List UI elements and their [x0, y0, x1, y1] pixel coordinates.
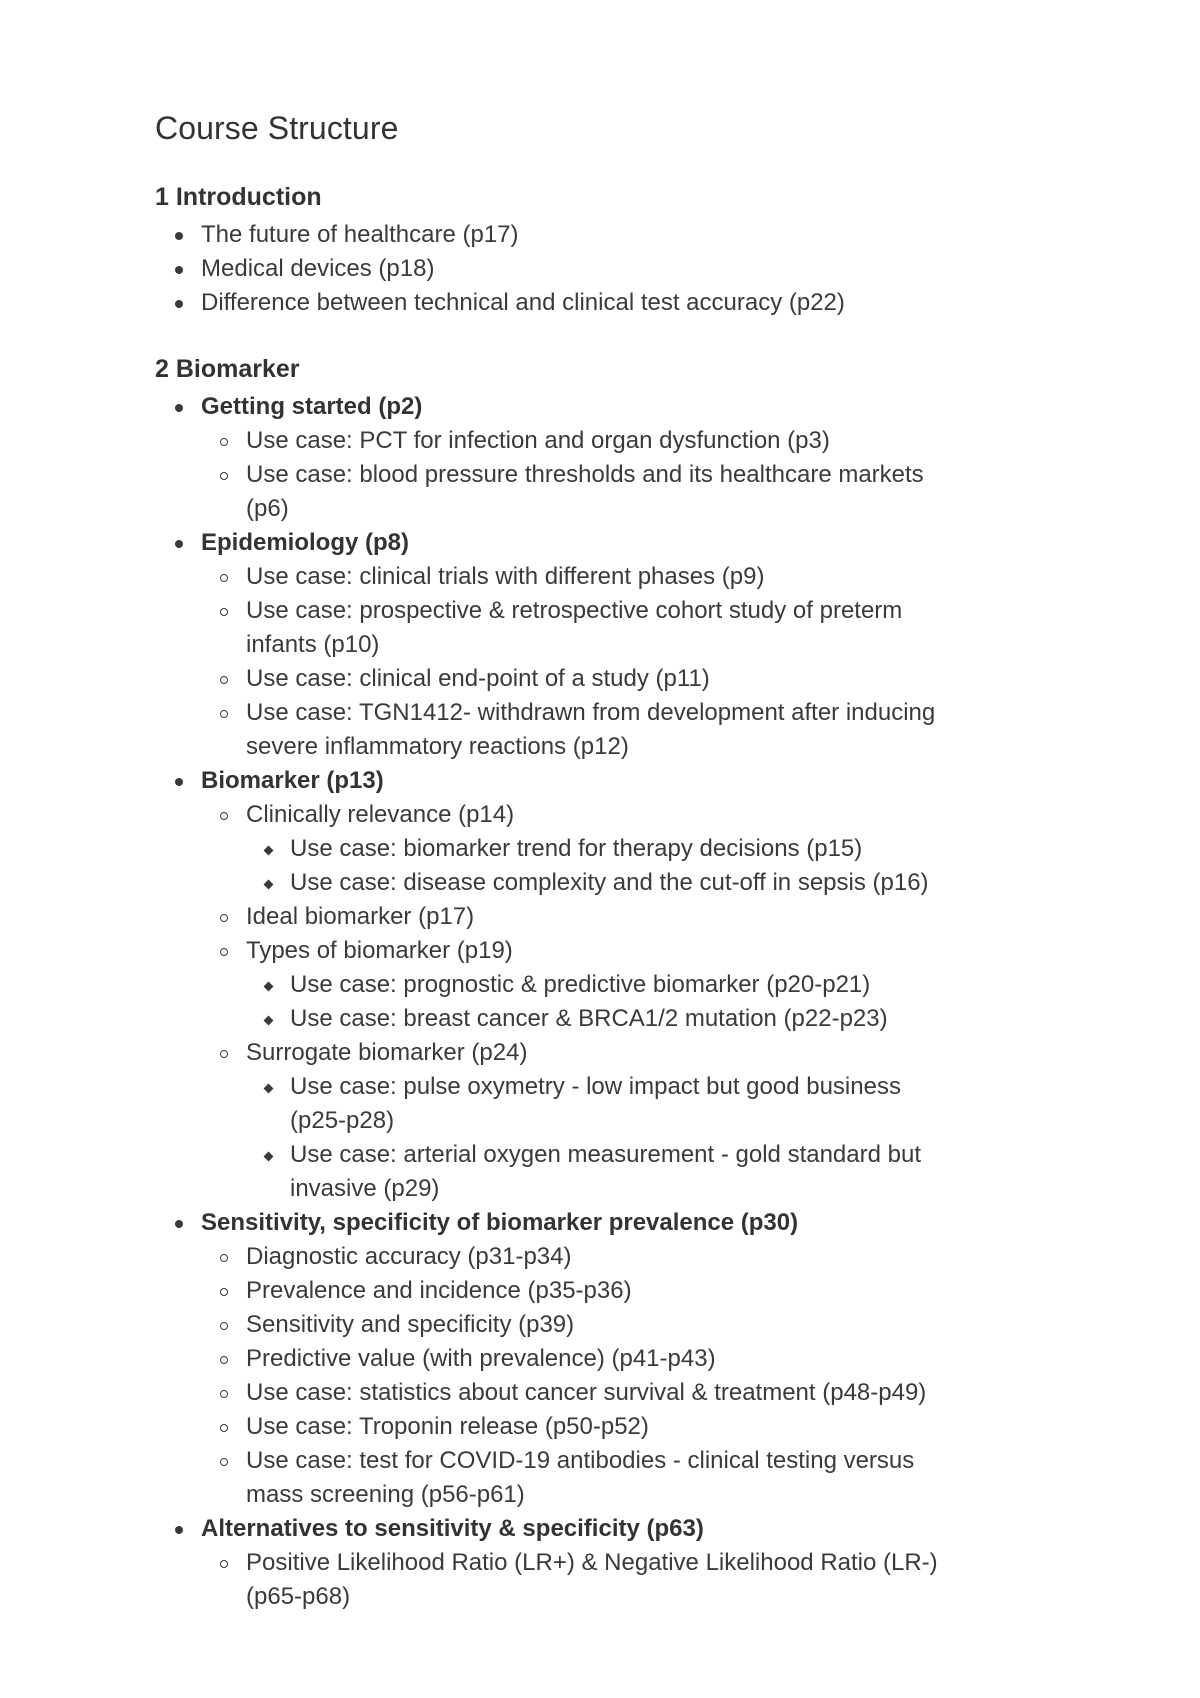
bullet-diamond-icon [264, 982, 274, 992]
bullet-circle-icon [220, 710, 228, 718]
group-heading-sensitivity: Sensitivity, specificity of biomarker prevalence (p30) [201, 1209, 799, 1236]
bullet-circle-icon [220, 812, 228, 820]
bullet-circle-icon [220, 608, 228, 616]
list-item: Positive Likelihood Ratio (LR+) & Negative Likelihood Ratio (LR-) [246, 1549, 938, 1576]
list-item: Use case: blood pressure thresholds and its healthcare markets [246, 461, 924, 488]
bullet-circle-icon [220, 1050, 228, 1058]
bullet-circle-icon [220, 1356, 228, 1364]
bullet-circle-icon [220, 1254, 228, 1262]
bullet-circle-icon [220, 574, 228, 582]
list-item-continuation: mass screening (p56-p61) [246, 1481, 525, 1508]
bullet-dot-icon [175, 266, 183, 274]
list-item: Use case: clinical end-point of a study (p11) [246, 665, 710, 692]
group-heading-biomarker: Biomarker (p13) [201, 767, 384, 794]
bullet-dot-icon [175, 300, 183, 308]
list-item: Use case: statistics about cancer survival & treatment (p48-p49) [246, 1379, 927, 1406]
bullet-dot-icon [175, 1220, 183, 1228]
bullet-diamond-icon [264, 880, 274, 890]
list-subitem: Use case: disease complexity and the cut-off in sepsis (p16) [290, 869, 929, 896]
list-item: Types of biomarker (p19) [246, 937, 513, 964]
list-item-continuation: (p6) [246, 495, 289, 522]
list-item: Use case: TGN1412- withdrawn from development after inducing [246, 699, 936, 726]
section-heading-biomarker: 2 Biomarker [155, 355, 300, 383]
section-heading-introduction: 1 Introduction [155, 183, 322, 211]
list-item: Clinically relevance (p14) [246, 801, 515, 828]
list-subitem: Use case: pulse oxymetry - low impact but good business [290, 1073, 901, 1100]
bullet-circle-icon [220, 1458, 228, 1466]
list-item: Use case: prospective & retrospective cohort study of preterm [246, 597, 903, 624]
list-item-continuation: infants (p10) [246, 631, 380, 658]
list-subitem: Use case: biomarker trend for therapy decisions (p15) [290, 835, 863, 862]
list-item: Use case: Troponin release (p50-p52) [246, 1413, 649, 1440]
list-item: Diagnostic accuracy (p31-p34) [246, 1243, 572, 1270]
list-subitem-continuation: (p25-p28) [290, 1107, 395, 1134]
bullet-circle-icon [220, 472, 228, 480]
bullet-circle-icon [220, 676, 228, 684]
list-item: Use case: PCT for infection and organ dysfunction (p3) [246, 427, 830, 454]
bullet-circle-icon [220, 1288, 228, 1296]
group-heading-alternatives: Alternatives to sensitivity & specificity (p63) [201, 1515, 704, 1542]
bullet-dot-icon [175, 778, 183, 786]
list-item: Difference between technical and clinical test accuracy (p22) [201, 289, 845, 316]
list-item: Use case: test for COVID-19 antibodies - clinical testing versus [246, 1447, 915, 1474]
bullet-dot-icon [175, 1526, 183, 1534]
bullet-circle-icon [220, 948, 228, 956]
bullet-diamond-icon [264, 1016, 274, 1026]
bullet-diamond-icon [264, 1084, 274, 1094]
bullet-circle-icon [220, 1424, 228, 1432]
list-subitem: Use case: arterial oxygen measurement - gold standard but [290, 1141, 921, 1168]
list-item: Ideal biomarker (p17) [246, 903, 475, 930]
list-item: Sensitivity and specificity (p39) [246, 1311, 575, 1338]
list-subitem: Use case: breast cancer & BRCA1/2 mutation (p22-p23) [290, 1005, 888, 1032]
bullet-diamond-icon [264, 1152, 274, 1162]
bullet-circle-icon [220, 1390, 228, 1398]
group-heading-epidemiology: Epidemiology (p8) [201, 529, 410, 556]
list-item: The future of healthcare (p17) [201, 221, 519, 248]
page-title: Course Structure [155, 110, 399, 146]
bullet-dot-icon [175, 232, 183, 240]
bullet-circle-icon [220, 1322, 228, 1330]
bullet-diamond-icon [264, 846, 274, 856]
group-heading-getting-started: Getting started (p2) [201, 393, 423, 420]
list-subitem-continuation: invasive (p29) [290, 1175, 440, 1202]
list-subitem: Use case: prognostic & predictive biomarker (p20-p21) [290, 971, 871, 998]
bullet-circle-icon [220, 438, 228, 446]
bullet-dot-icon [175, 404, 183, 412]
list-item: Predictive value (with prevalence) (p41-p43) [246, 1345, 716, 1372]
bullet-circle-icon [220, 914, 228, 922]
list-item-continuation: severe inflammatory reactions (p12) [246, 733, 629, 760]
list-item: Prevalence and incidence (p35-p36) [246, 1277, 632, 1304]
list-item-continuation: (p65-p68) [246, 1583, 351, 1610]
bullet-circle-icon [220, 1560, 228, 1568]
list-item: Surrogate biomarker (p24) [246, 1039, 528, 1066]
bullet-dot-icon [175, 540, 183, 548]
list-item: Medical devices (p18) [201, 255, 435, 282]
list-item: Use case: clinical trials with different phases (p9) [246, 563, 765, 590]
